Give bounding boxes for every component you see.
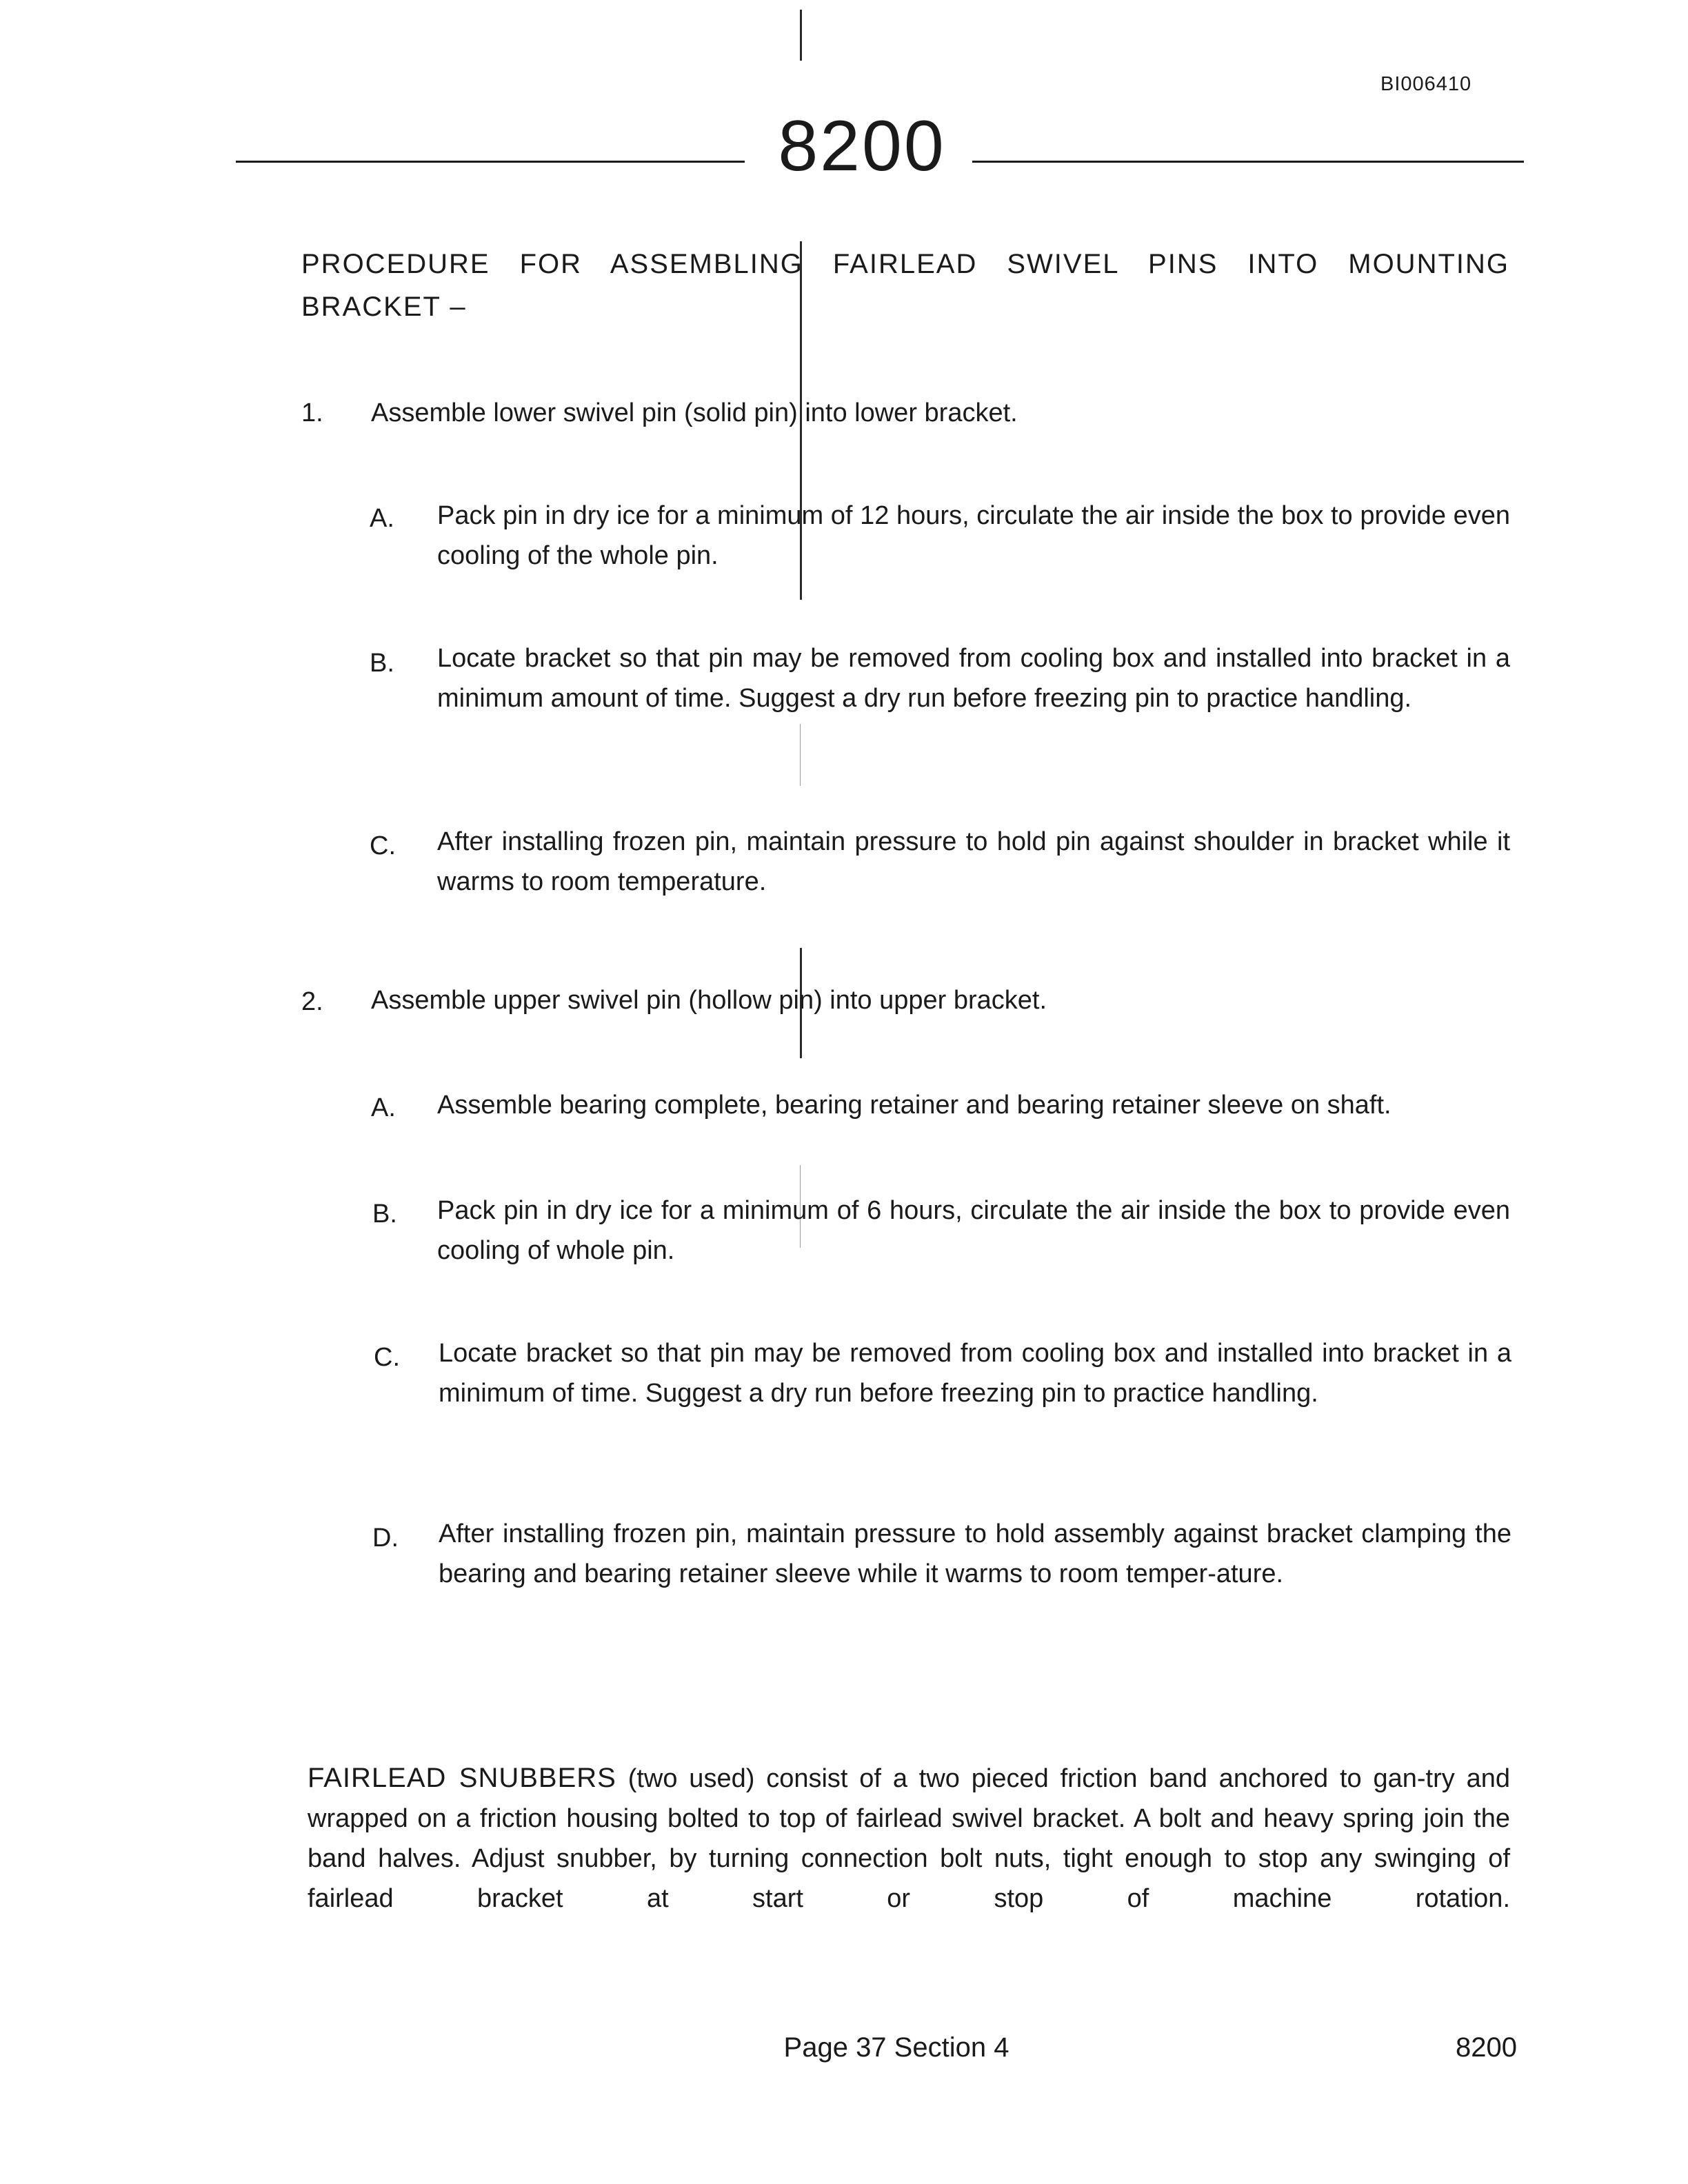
- substep-letter: B.: [372, 1200, 397, 1228]
- header-rule-right: [972, 161, 1524, 163]
- step-text: Assemble lower swivel pin (solid pin) into lower bracket.: [371, 398, 1018, 427]
- substep-text: Locate bracket so that pin may be removed from cooling box and installed into bracket in a minimum of time. Suggest a dry run before freezing pin to practice handling.: [439, 1339, 1511, 1408]
- header-rule-left: [236, 161, 745, 163]
- substep-text: After installing frozen pin, maintain pressure to hold assembly against bracket clamping the bearing and bearing retainer sleeve while it warms to room temper-ature.: [439, 1519, 1511, 1588]
- substep-letter: D.: [372, 1524, 399, 1553]
- substep-text: Pack pin in dry ice for a minimum of 6 hours, circulate the air inside the box to provide even cooling of whole pin.: [437, 1196, 1510, 1265]
- document-id: BI006410: [1380, 73, 1472, 95]
- substep-text: Pack pin in dry ice for a minimum of 12 hours, circulate the air inside the box to provide even cooling of the whole pin.: [437, 501, 1510, 570]
- substep-letter: A.: [370, 504, 394, 533]
- page-section-footer: Page 37 Section 4: [783, 2032, 1009, 2063]
- scan-crease-line: [800, 724, 801, 786]
- step-number: 2.: [301, 987, 323, 1016]
- scan-crease-line: [800, 10, 802, 61]
- substep-letter: C.: [374, 1343, 400, 1372]
- step-text: Assemble upper swivel pin (hollow pin) into upper bracket.: [371, 986, 1047, 1015]
- procedure-title: PROCEDURE FOR ASSEMBLING FAIRLEAD SWIVEL PINS INTO MOUNTING BRACKET –: [301, 249, 1509, 322]
- fairlead-snubbers-paragraph: [308, 1758, 1510, 1919]
- substep-text: After installing frozen pin, maintain pressure to hold pin against shoulder in bracket while it warms to room temperature.: [437, 827, 1510, 896]
- substep-letter: A.: [371, 1093, 396, 1122]
- model-number-heading: 8200: [778, 106, 946, 186]
- substep-text: Assemble bearing complete, bearing retainer and bearing retainer sleeve on shaft.: [437, 1091, 1391, 1120]
- substep-letter: C.: [370, 831, 396, 860]
- substep-text: Locate bracket so that pin may be removed from cooling box and installed into bracket in a minimum amount of time. Suggest a dry run before freezing pin to practice handling.: [437, 644, 1510, 713]
- footer-model-number: 8200: [1456, 2032, 1517, 2063]
- snubbers-description: (two used) consist of a two pieced friction band anchored to gan-try and wrapped on a friction housing bolted to top of fairlead swivel bracket. A bolt and heavy spring join the band halves. Adjust snubber, by turning connection bolt nuts, tight enough to stop any swinging of fairlead bracket at start or stop of machine rotation.: [308, 1764, 1510, 1913]
- step-number: 1.: [301, 398, 323, 427]
- substep-letter: B.: [370, 649, 394, 678]
- snubbers-lead-heading: FAIRLEAD SNUBBERS: [308, 1763, 616, 1793]
